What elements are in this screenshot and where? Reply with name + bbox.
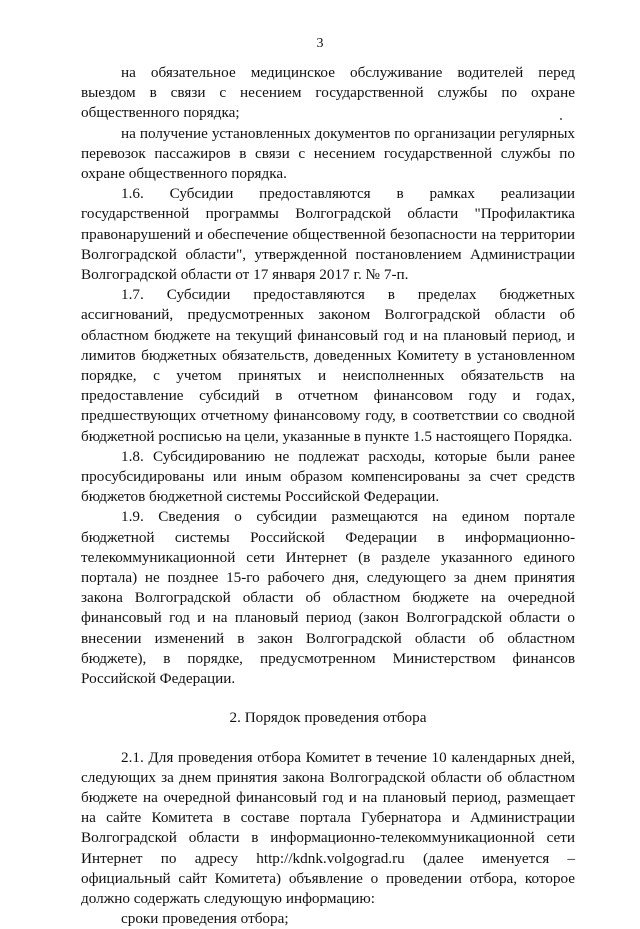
document-body (81, 63, 575, 929)
paragraph-1-7: 1.7. Субсидии предоставляются в пределах бюджетных ассигнований, предусмотренных законом Волгоградской области об областном бюджете на текущий финансовый год и на плановый период, и лимитов бюджетных обязательств, доведенных Комитету в установленном порядке, с учетом принятых и неисполненных обязательств на предоставление субсидий в отчетном финансовом году и годах, предшествующих отчетному финансовому году, в соответствии со сводной бюджетной росписью на цели, указанные в пункте 1.5 настоящего Порядка. (81, 286, 575, 445)
paragraph-medical-service: на обязательное медицинское обслуживание водителей перед выездом в связи с несением государственной службы по охране общественного порядка; (81, 64, 575, 122)
paragraph-1-9: 1.9. Сведения о субсидии размещаются на едином портале бюджетной системы Российской Федерации в информационно-телекоммуникационной сети Интернет (в разделе указанного единого портала) не позднее 15-го рабочего дня, следующего за днем принятия закона Волгоградской области об областном бюджете на очередной финансовый год и на плановый период (закон Волгоградской области о внесении изменений в закон Волгоградской области об областном бюджете), в порядке, предусмотренном Министерством финансов Российской Федерации. (81, 508, 575, 688)
paragraph-documents: на получение установленных документов по организации регулярных перевозок пассажиров в связи с несением государственной службы по охране общественного порядка. (81, 124, 575, 183)
list-item-selection-dates: сроки проведения отбора; (121, 910, 289, 928)
page-number: 3 (316, 36, 324, 51)
section-heading: 2. Порядок проведения отбора (229, 709, 427, 727)
paragraph-1-8: 1.8. Субсидированию не подлежат расходы, которые были ранее просубсидированы или иным образом компенсированы за счет средств бюджетов бюджетной системы Российской Федерации. (81, 447, 575, 506)
paragraph-2-1: 2.1. Для проведения отбора Комитет в течение 10 календарных дней, следующих за днем принятия закона Волгоградской области об областном бюджете на очередной финансовый год и на плановый период, размещает на сайте Комитета в составе портала Губернатора и Администрации Волгоградской области в информационно-телекоммуникационной сети Интернет по адресу http://kdnk.volgograd.ru (далее именуется – официальный сайт Комитета) объявление о проведении отбора, которое должно содержать следующую информацию: (81, 748, 575, 907)
paragraph-1-6: 1.6. Субсидии предоставляются в рамках реализации государственной программы Волгоградской области "Профилактика правонарушений и обеспечение общественной безопасности на территории Волгоградской области", утвержденной постановлением Администрации Волгоградской области от 17 января 2017 г. № 7-п. (81, 185, 575, 284)
